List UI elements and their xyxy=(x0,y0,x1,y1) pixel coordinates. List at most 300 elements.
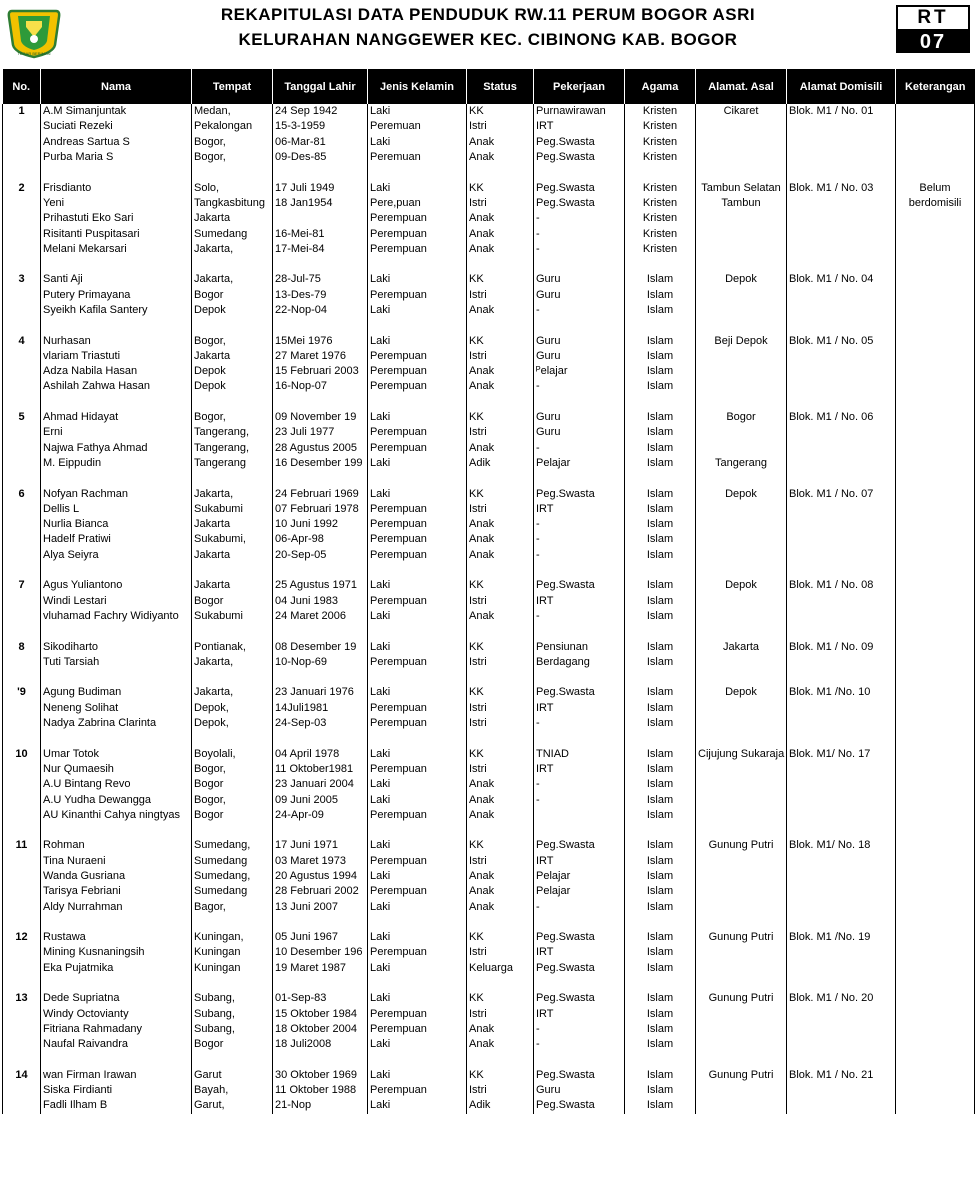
cell-tanggal-lahir: 04 April 1978 xyxy=(273,746,368,761)
cell-nama: Risitanti Puspitasari xyxy=(41,226,192,241)
cell-tanggal-lahir: 14Juli1981 xyxy=(273,701,368,716)
cell-nama: wan Firman Irawan xyxy=(41,1068,192,1083)
table-row xyxy=(3,655,975,670)
cell-no xyxy=(3,226,41,241)
table-row xyxy=(3,333,975,348)
cell-status: KK xyxy=(467,333,534,348)
cell-tanggal-lahir: 30 Oktober 1969 xyxy=(273,1068,368,1083)
cell-no xyxy=(3,716,41,731)
cell-agama xyxy=(625,823,696,838)
cell-nama: Hadelf Pratiwi xyxy=(41,532,192,547)
cell-alamat-domisili xyxy=(787,961,896,976)
cell-tanggal-lahir xyxy=(273,211,368,226)
cell-pekerjaan xyxy=(534,808,625,823)
cell-keterangan xyxy=(896,1083,975,1098)
cell-status: KK xyxy=(467,685,534,700)
cell-pekerjaan: - xyxy=(534,777,625,792)
cell-tempat: Solo, xyxy=(192,180,273,195)
cell-keterangan xyxy=(896,670,975,685)
cell-agama: Kristen xyxy=(625,150,696,165)
cell-status: KK xyxy=(467,991,534,1006)
table-row xyxy=(3,1022,975,1037)
cell-tanggal-lahir: 13 Juni 2007 xyxy=(273,899,368,914)
cell-pekerjaan: Peg.Swasta xyxy=(534,150,625,165)
cell-pekerjaan: - xyxy=(534,211,625,226)
cell-alamat-asal xyxy=(696,961,787,976)
cell-tanggal-lahir xyxy=(273,624,368,639)
cell-agama xyxy=(625,257,696,272)
cell-tanggal-lahir: 05 Juni 1967 xyxy=(273,930,368,945)
cell-tanggal-lahir: 03 Maret 1973 xyxy=(273,854,368,869)
cell-agama: Islam xyxy=(625,655,696,670)
cell-tanggal-lahir: 10 Juni 1992 xyxy=(273,517,368,532)
cell-keterangan xyxy=(896,578,975,593)
cell-status: KK xyxy=(467,838,534,853)
table-row xyxy=(3,104,975,119)
cell-jenis-kelamin: Perempuan xyxy=(368,1007,467,1022)
table-row xyxy=(3,762,975,777)
cell-no xyxy=(3,1098,41,1113)
cell-no xyxy=(3,670,41,685)
cell-agama: Islam xyxy=(625,578,696,593)
cell-pekerjaan: Peg.Swasta xyxy=(534,685,625,700)
cell-jenis-kelamin: Perempuan xyxy=(368,808,467,823)
cell-no xyxy=(3,854,41,869)
cell-pekerjaan: Pensiunan xyxy=(534,639,625,654)
cell-nama: Tina Nuraeni xyxy=(41,854,192,869)
cell-jenis-kelamin xyxy=(368,165,467,180)
cell-jenis-kelamin: Perempuan xyxy=(368,594,467,609)
table-row xyxy=(3,1037,975,1052)
cell-nama: Agung Budiman xyxy=(41,685,192,700)
cell-agama xyxy=(625,670,696,685)
cell-tempat: Medan, xyxy=(192,104,273,119)
cell-jenis-kelamin: Laki xyxy=(368,1098,467,1113)
cell-alamat-asal xyxy=(696,1098,787,1113)
table-row xyxy=(3,456,975,471)
table-row xyxy=(3,838,975,853)
cell-pekerjaan xyxy=(534,823,625,838)
cell-status: Anak xyxy=(467,808,534,823)
cell-status: Istri xyxy=(467,701,534,716)
cell-tempat: Tangkasbitung xyxy=(192,196,273,211)
cell-agama: Islam xyxy=(625,425,696,440)
cell-jenis-kelamin: Laki xyxy=(368,180,467,195)
cell-status: Anak xyxy=(467,211,534,226)
cell-alamat-asal: Bogor xyxy=(696,410,787,425)
cell-tanggal-lahir: 07 Februari 1978 xyxy=(273,502,368,517)
table-row xyxy=(3,486,975,501)
cell-alamat-domisili xyxy=(787,563,896,578)
cell-tempat: Bogor, xyxy=(192,792,273,807)
cell-alamat-domisili xyxy=(787,379,896,394)
cell-pekerjaan: - xyxy=(534,379,625,394)
cell-tanggal-lahir: 15Mei 1976 xyxy=(273,333,368,348)
cell-jenis-kelamin xyxy=(368,976,467,991)
cell-keterangan xyxy=(896,1037,975,1052)
cell-pekerjaan: Guru xyxy=(534,1083,625,1098)
table-row xyxy=(3,594,975,609)
cell-keterangan xyxy=(896,226,975,241)
cell-alamat-domisili xyxy=(787,899,896,914)
cell-tanggal-lahir: 04 Juni 1983 xyxy=(273,594,368,609)
cell-alamat-asal: Gunung Putri xyxy=(696,991,787,1006)
cell-keterangan xyxy=(896,211,975,226)
cell-nama: Purba Maria S xyxy=(41,150,192,165)
cell-agama: Islam xyxy=(625,502,696,517)
cell-jenis-kelamin xyxy=(368,915,467,930)
cell-no xyxy=(3,945,41,960)
cell-jenis-kelamin: Laki xyxy=(368,838,467,853)
cell-status: Anak xyxy=(467,150,534,165)
cell-agama: Islam xyxy=(625,517,696,532)
cell-alamat-domisili: Blok. M1 / No. 01 xyxy=(787,104,896,119)
cell-jenis-kelamin: Perempuan xyxy=(368,1022,467,1037)
cell-alamat-asal: Tangerang xyxy=(696,456,787,471)
cell-no xyxy=(3,150,41,165)
table-row xyxy=(3,991,975,1006)
cell-tanggal-lahir: 23 Juli 1977 xyxy=(273,425,368,440)
cell-no xyxy=(3,792,41,807)
cell-jenis-kelamin: Perempuan xyxy=(368,716,467,731)
cell-tanggal-lahir: 09 November 19 xyxy=(273,410,368,425)
cell-tanggal-lahir: 18 Juli2008 xyxy=(273,1037,368,1052)
cell-nama: Alya Seiyra xyxy=(41,548,192,563)
cell-jenis-kelamin: Perempuan xyxy=(368,364,467,379)
cell-tanggal-lahir: 23 Januari 1976 xyxy=(273,685,368,700)
cell-nama: vluhamad Fachry Widiyanto xyxy=(41,609,192,624)
table-row xyxy=(3,150,975,165)
cell-alamat-asal: Cijujung Sukaraja xyxy=(696,746,787,761)
cell-alamat-asal xyxy=(696,823,787,838)
spacer-row xyxy=(3,670,975,685)
cell-status: KK xyxy=(467,930,534,945)
cell-status: Anak xyxy=(467,609,534,624)
cell-tanggal-lahir: 28 Februari 2002 xyxy=(273,884,368,899)
cell-tempat: Bogor xyxy=(192,288,273,303)
cell-tempat: Sumedang xyxy=(192,884,273,899)
cell-tempat: Jakarta xyxy=(192,578,273,593)
cell-alamat-asal xyxy=(696,670,787,685)
cell-alamat-domisili xyxy=(787,135,896,150)
cell-tanggal-lahir xyxy=(273,471,368,486)
cell-agama: Islam xyxy=(625,441,696,456)
cell-no xyxy=(3,211,41,226)
cell-alamat-domisili xyxy=(787,150,896,165)
cell-alamat-asal xyxy=(696,349,787,364)
table-row xyxy=(3,288,975,303)
cell-nama: M. Eippudin xyxy=(41,456,192,471)
cell-no xyxy=(3,395,41,410)
cell-pekerjaan: - xyxy=(534,1022,625,1037)
cell-tempat: Bogor, xyxy=(192,333,273,348)
cell-alamat-domisili xyxy=(787,303,896,318)
cell-jenis-kelamin xyxy=(368,471,467,486)
cell-jenis-kelamin: Laki xyxy=(368,486,467,501)
table-row xyxy=(3,1098,975,1113)
cell-no xyxy=(3,594,41,609)
cell-tempat: Bogor, xyxy=(192,762,273,777)
cell-status: Istri xyxy=(467,502,534,517)
cell-alamat-asal xyxy=(696,777,787,792)
cell-keterangan xyxy=(896,808,975,823)
cell-agama: Islam xyxy=(625,869,696,884)
cell-nama: Melani Mekarsari xyxy=(41,242,192,257)
cell-no xyxy=(3,303,41,318)
cell-keterangan xyxy=(896,823,975,838)
cell-keterangan xyxy=(896,609,975,624)
cell-agama: Islam xyxy=(625,1022,696,1037)
cell-agama xyxy=(625,165,696,180)
cell-agama: Islam xyxy=(625,762,696,777)
cell-alamat-asal xyxy=(696,1022,787,1037)
cell-keterangan xyxy=(896,685,975,700)
cell-alamat-domisili xyxy=(787,716,896,731)
cell-agama: Islam xyxy=(625,899,696,914)
cell-agama xyxy=(625,395,696,410)
cell-no xyxy=(3,364,41,379)
cell-no: 6 xyxy=(3,486,41,501)
cell-no xyxy=(3,242,41,257)
table-row xyxy=(3,854,975,869)
cell-nama: vlariam Triastuti xyxy=(41,349,192,364)
spacer-row xyxy=(3,395,975,410)
cell-pekerjaan: - xyxy=(534,242,625,257)
cell-nama: Prihastuti Eko Sari xyxy=(41,211,192,226)
cell-status: Anak xyxy=(467,884,534,899)
cell-tanggal-lahir xyxy=(273,395,368,410)
cell-tempat: Bogor, xyxy=(192,150,273,165)
cell-nama: A.M Simanjuntak xyxy=(41,104,192,119)
cell-pekerjaan: Peg.Swasta xyxy=(534,1068,625,1083)
cell-alamat-asal xyxy=(696,425,787,440)
cell-pekerjaan: Guru xyxy=(534,288,625,303)
cell-jenis-kelamin: Perempuan xyxy=(368,532,467,547)
cell-pekerjaan xyxy=(534,976,625,991)
cell-alamat-domisili xyxy=(787,854,896,869)
cell-tanggal-lahir: 17-Mei-84 xyxy=(273,242,368,257)
cell-pekerjaan: Peg.Swasta xyxy=(534,961,625,976)
cell-alamat-domisili: Blok. M1 / No. 08 xyxy=(787,578,896,593)
col-jenis-kelamin: Jenis Kelamin xyxy=(368,69,467,104)
cell-status: Istri xyxy=(467,119,534,134)
cell-jenis-kelamin: Perempuan xyxy=(368,242,467,257)
cell-status: Istri xyxy=(467,854,534,869)
cell-jenis-kelamin: Perempuan xyxy=(368,425,467,440)
cell-tanggal-lahir: 24 Maret 2006 xyxy=(273,609,368,624)
cell-status: Istri xyxy=(467,425,534,440)
cell-agama: Islam xyxy=(625,456,696,471)
cell-keterangan xyxy=(896,272,975,287)
cell-tempat: Depok xyxy=(192,303,273,318)
cell-agama xyxy=(625,318,696,333)
cell-alamat-asal xyxy=(696,395,787,410)
cell-status xyxy=(467,165,534,180)
rt-number: 07 xyxy=(898,31,968,53)
cell-tempat: Bogor, xyxy=(192,410,273,425)
cell-agama: Islam xyxy=(625,930,696,945)
cell-agama: Islam xyxy=(625,1037,696,1052)
cell-alamat-asal: Depok xyxy=(696,486,787,501)
cell-agama: Islam xyxy=(625,364,696,379)
cell-agama: Islam xyxy=(625,701,696,716)
cell-alamat-asal xyxy=(696,899,787,914)
cell-tempat: Tangerang, xyxy=(192,425,273,440)
cell-jenis-kelamin: Perempuan xyxy=(368,884,467,899)
cell-nama: Rohman xyxy=(41,838,192,853)
spacer-row xyxy=(3,823,975,838)
cell-nama xyxy=(41,165,192,180)
cell-pekerjaan: Guru xyxy=(534,349,625,364)
cell-status: Istri xyxy=(467,1083,534,1098)
cell-keterangan xyxy=(896,395,975,410)
cell-jenis-kelamin: Peremuan xyxy=(368,119,467,134)
table-row xyxy=(3,685,975,700)
cell-status xyxy=(467,976,534,991)
cell-tanggal-lahir: 16-Nop-07 xyxy=(273,379,368,394)
cell-keterangan xyxy=(896,594,975,609)
cell-tempat: Sumedang xyxy=(192,854,273,869)
cell-alamat-domisili xyxy=(787,119,896,134)
col-tempat: Tempat xyxy=(192,69,273,104)
cell-alamat-asal xyxy=(696,303,787,318)
cell-tempat: Jakarta, xyxy=(192,655,273,670)
cell-nama: Nadya Zabrina Clarinta xyxy=(41,716,192,731)
cell-alamat-asal xyxy=(696,532,787,547)
cell-status: KK xyxy=(467,578,534,593)
cell-jenis-kelamin: Laki xyxy=(368,135,467,150)
cell-tanggal-lahir: 08 Desember 19 xyxy=(273,639,368,654)
cell-nama: Rustawa xyxy=(41,930,192,945)
cell-keterangan xyxy=(896,303,975,318)
cell-tempat: Sukabumi xyxy=(192,502,273,517)
cell-keterangan xyxy=(896,854,975,869)
cell-tanggal-lahir xyxy=(273,1052,368,1067)
cell-nama: Frisdianto xyxy=(41,180,192,195)
table-row xyxy=(3,746,975,761)
cell-no: 10 xyxy=(3,746,41,761)
cell-pekerjaan: - xyxy=(534,1037,625,1052)
cell-alamat-domisili: Blok. M1/ No. 17 xyxy=(787,746,896,761)
cell-nama xyxy=(41,257,192,272)
cell-status: KK xyxy=(467,272,534,287)
cell-agama: Kristen xyxy=(625,196,696,211)
cell-status: Anak xyxy=(467,135,534,150)
table-row xyxy=(3,517,975,532)
cell-no xyxy=(3,961,41,976)
cell-keterangan xyxy=(896,150,975,165)
cell-alamat-domisili xyxy=(787,1037,896,1052)
cell-status: Anak xyxy=(467,303,534,318)
cell-status: Anak xyxy=(467,441,534,456)
table-row xyxy=(3,1007,975,1022)
cell-alamat-asal xyxy=(696,471,787,486)
cell-keterangan xyxy=(896,639,975,654)
cell-no xyxy=(3,471,41,486)
cell-status: KK xyxy=(467,1068,534,1083)
cell-status: KK xyxy=(467,639,534,654)
cell-pekerjaan xyxy=(534,1052,625,1067)
cell-alamat-domisili xyxy=(787,945,896,960)
col-no: No. xyxy=(3,69,41,104)
table-row xyxy=(3,303,975,318)
cell-alamat-asal: Gunung Putri xyxy=(696,930,787,945)
cell-status: Anak xyxy=(467,777,534,792)
table-row xyxy=(3,899,975,914)
table-row xyxy=(3,349,975,364)
cell-tanggal-lahir: 27 Maret 1976 xyxy=(273,349,368,364)
cell-jenis-kelamin xyxy=(368,395,467,410)
cell-keterangan xyxy=(896,165,975,180)
cell-keterangan xyxy=(896,915,975,930)
cell-keterangan xyxy=(896,333,975,348)
cell-tempat: Jakarta, xyxy=(192,272,273,287)
cell-agama: Islam xyxy=(625,594,696,609)
cell-jenis-kelamin: Laki xyxy=(368,746,467,761)
cell-alamat-domisili: Blok. M1 / No. 04 xyxy=(787,272,896,287)
cell-nama: Nurlia Bianca xyxy=(41,517,192,532)
cell-alamat-asal xyxy=(696,731,787,746)
cell-tanggal-lahir xyxy=(273,915,368,930)
cell-alamat-asal xyxy=(696,563,787,578)
cell-pekerjaan: - xyxy=(534,792,625,807)
col-alamat-asal: Alamat. Asal xyxy=(696,69,787,104)
cell-jenis-kelamin xyxy=(368,670,467,685)
cell-tanggal-lahir: 24-Apr-09 xyxy=(273,808,368,823)
cell-tempat: Pontianak, xyxy=(192,639,273,654)
cell-tempat: Garut, xyxy=(192,1098,273,1113)
cell-jenis-kelamin: Perempuan xyxy=(368,226,467,241)
cell-alamat-domisili xyxy=(787,869,896,884)
cell-keterangan xyxy=(896,930,975,945)
cell-alamat-asal: Cikaret xyxy=(696,104,787,119)
cell-tempat: Sumedang xyxy=(192,226,273,241)
cell-jenis-kelamin: Perempuan xyxy=(368,288,467,303)
cell-alamat-asal: Gunung Putri xyxy=(696,838,787,853)
cell-agama: Islam xyxy=(625,609,696,624)
cell-nama: Ahmad Hidayat xyxy=(41,410,192,425)
cell-agama: Islam xyxy=(625,945,696,960)
cell-tempat: Kuningan xyxy=(192,945,273,960)
cell-status: Istri xyxy=(467,762,534,777)
cell-pekerjaan: IRT xyxy=(534,762,625,777)
cell-pekerjaan xyxy=(534,624,625,639)
cell-alamat-domisili: Blok. M1 / No. 07 xyxy=(787,486,896,501)
table-row xyxy=(3,548,975,563)
cell-status: Anak xyxy=(467,1037,534,1052)
cell-nama: Yeni xyxy=(41,196,192,211)
cell-keterangan xyxy=(896,135,975,150)
cell-pekerjaan: ᴾelajar xyxy=(534,364,625,379)
cell-no: 8 xyxy=(3,639,41,654)
cell-pekerjaan xyxy=(534,395,625,410)
cell-jenis-kelamin: Perempuan xyxy=(368,655,467,670)
cell-tempat: Tangerang xyxy=(192,456,273,471)
cell-status xyxy=(467,823,534,838)
cell-keterangan xyxy=(896,792,975,807)
cell-tempat: Jakarta xyxy=(192,548,273,563)
cell-jenis-kelamin: Laki xyxy=(368,869,467,884)
cell-jenis-kelamin: Laki xyxy=(368,1037,467,1052)
cell-no xyxy=(3,762,41,777)
cell-alamat-domisili: Blok. M1 / No. 06 xyxy=(787,410,896,425)
cell-nama xyxy=(41,471,192,486)
cell-status: KK xyxy=(467,746,534,761)
cell-nama: Najwa Fathya Ahmad xyxy=(41,441,192,456)
cell-nama: Syeikh Kafila Santery xyxy=(41,303,192,318)
cell-tanggal-lahir: 15 Februari 2003 xyxy=(273,364,368,379)
cell-keterangan xyxy=(896,838,975,853)
